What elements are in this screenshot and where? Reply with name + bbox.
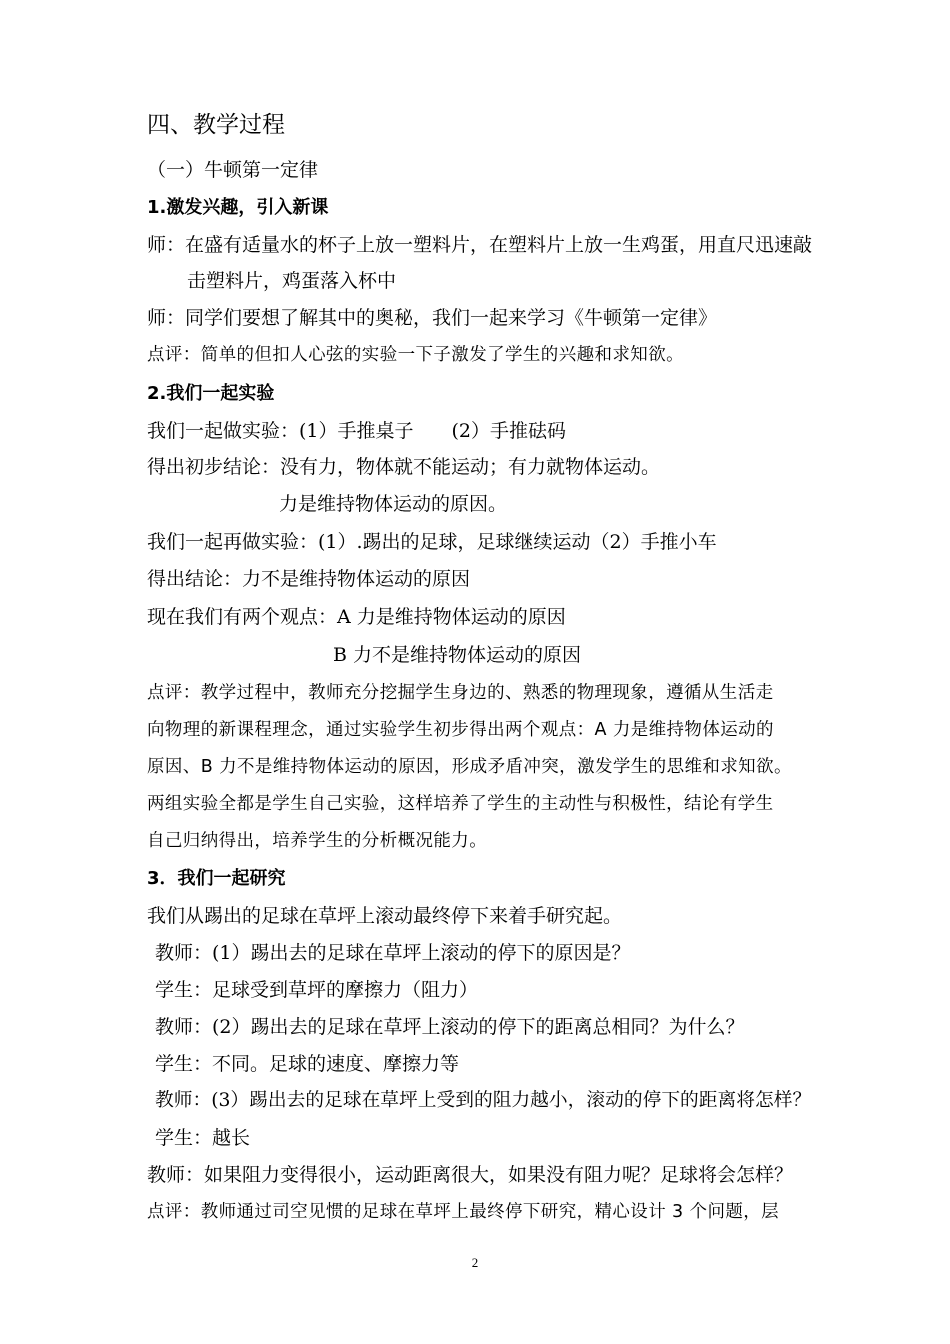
comment-line: 点评：教学过程中，教师充分挖掘学生身边的、熟悉的物理现象，遵循从生活走 bbox=[147, 683, 774, 703]
dialogue-line: 教师：(2）踢出去的足球在草坪上滚动的停下的距离总相同？为什么？ bbox=[155, 1016, 745, 1038]
comment-line: 自己归纳得出，培养学生的分析概况能力。 bbox=[147, 831, 488, 851]
subsection-heading: （一）牛顿第一定律 bbox=[147, 159, 319, 181]
step3-heading: 3．我们一起研究 bbox=[147, 868, 286, 889]
paragraph-line: 我们从踢出的足球在草坪上滚动最终停下来着手研究起。 bbox=[147, 905, 623, 927]
paragraph-line: 现在我们有两个观点：A 力是维持物体运动的原因 bbox=[147, 606, 566, 628]
paragraph-line: 力是维持物体运动的原因。 bbox=[279, 493, 508, 515]
paragraph-line: 师：在盛有适量水的杯子上放一塑料片，在塑料片上放一生鸡蛋，用直尺迅速敲 bbox=[147, 234, 813, 256]
step1-heading: 1.激发兴趣，引入新课 bbox=[147, 197, 329, 218]
paragraph-line: 我们一起做实验：(1）手推桌子 (2）手推砝码 bbox=[147, 420, 567, 442]
paragraph-line: 教师：如果阻力变得很小，运动距离很大，如果没有阻力呢？足球将会怎样？ bbox=[147, 1164, 794, 1186]
dialogue-line: 学生：不同。足球的速度、摩擦力等 bbox=[155, 1053, 460, 1075]
comment-line: 两组实验全都是学生自己实验，这样培养了学生的主动性与积极性，结论有学生 bbox=[147, 794, 774, 814]
paragraph-line: 得出结论：力不是维持物体运动的原因 bbox=[147, 568, 471, 590]
paragraph-line: B 力不是维持物体运动的原因 bbox=[333, 644, 582, 666]
page-number: 2 bbox=[471, 1255, 479, 1270]
comment-line: 点评：简单的但扣人心弦的实验一下子激发了学生的兴趣和求知欲。 bbox=[147, 345, 684, 365]
paragraph-line: 击塑料片，鸡蛋落入杯中 bbox=[187, 270, 397, 292]
paragraph-line: 我们一起再做实验：(1）.踢出的足球，足球继续运动（2）手推小车 bbox=[147, 531, 717, 553]
step2-heading: 2.我们一起实验 bbox=[147, 383, 275, 404]
comment-line: 向物理的新课程理念，通过实验学生初步得出两个观点：A 力是维持物体运动的 bbox=[147, 720, 774, 740]
paragraph-line: 师：同学们要想了解其中的奥秘，我们一起来学习《牛顿第一定律》 bbox=[147, 307, 718, 329]
paragraph-line: 得出初步结论：没有力，物体就不能运动；有力就物体运动。 bbox=[147, 456, 661, 478]
comment-line: 点评：教师通过司空见惯的足球在草坪上最终停下研究，精心设计 3 个问题，层 bbox=[147, 1202, 780, 1222]
comment-line: 原因、B 力不是维持物体运动的原因，形成矛盾冲突，激发学生的思维和求知欲。 bbox=[147, 757, 792, 777]
dialogue-line: 学生：越长 bbox=[155, 1127, 251, 1149]
dialogue-line: 学生：足球受到草坪的摩擦力（阻力） bbox=[155, 979, 479, 1001]
dialogue-line: 教师：(1）踢出去的足球在草坪上滚动的停下的原因是？ bbox=[155, 942, 631, 964]
dialogue-line: 教师：(3）踢出去的足球在草坪上受到的阻力越小，滚动的停下的距离将怎样？ bbox=[155, 1090, 812, 1111]
section-heading: 四、教学过程 bbox=[147, 112, 285, 138]
